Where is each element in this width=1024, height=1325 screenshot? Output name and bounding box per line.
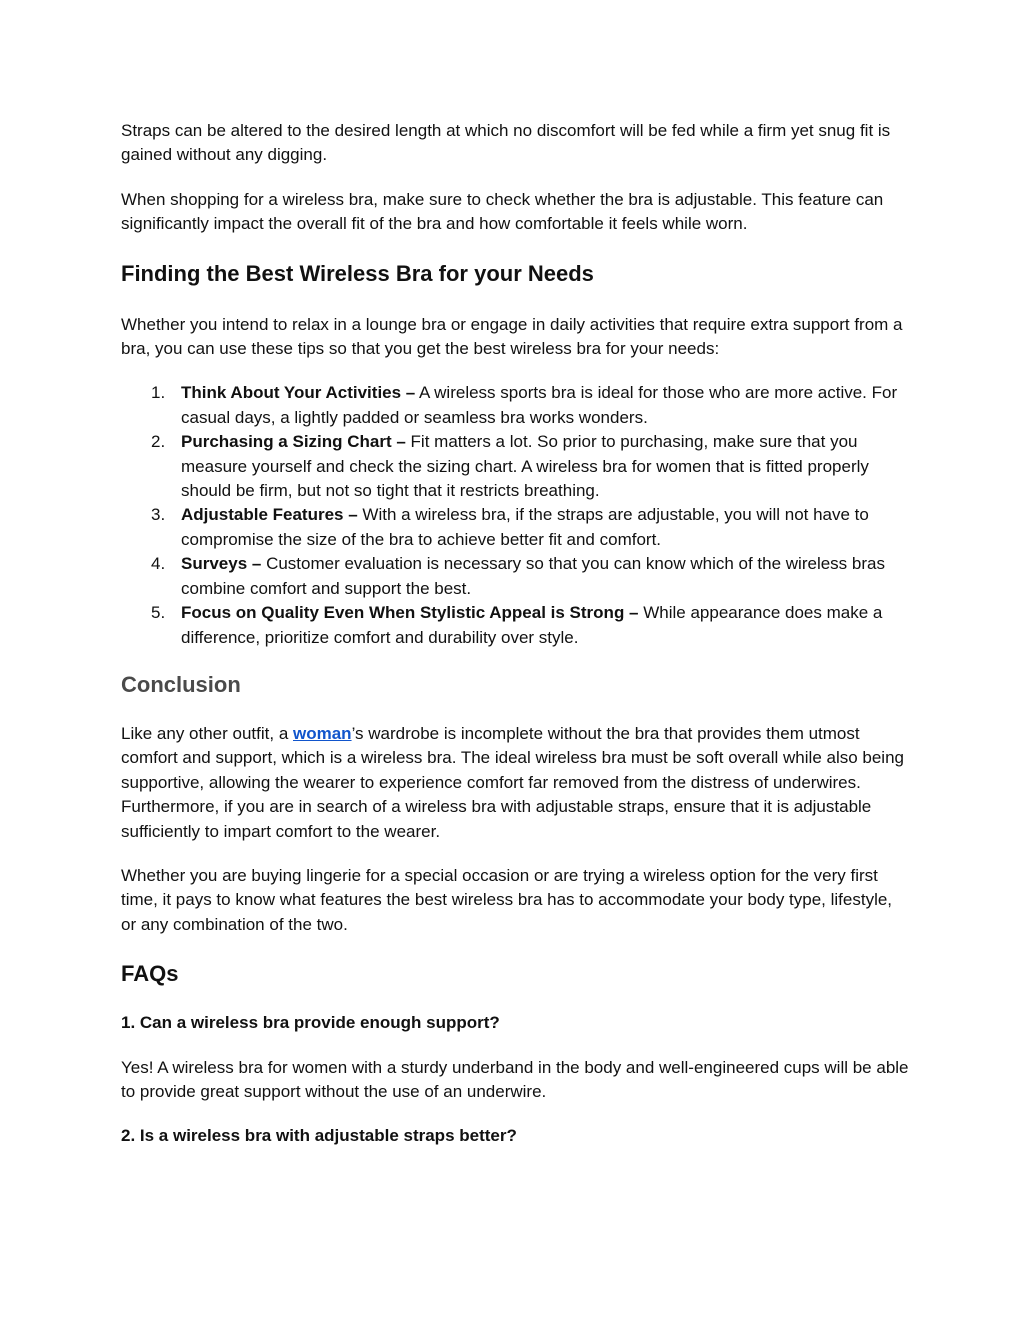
finding-intro-paragraph: Whether you intend to relax in a lounge bra or engage in daily activities that require extra support from a bra, you can use these tips so that you get the best wireless bra for your needs: xyxy=(121,314,903,359)
list-item xyxy=(121,381,911,430)
list-item-text: A wireless sports bra is ideal for those who are more active. For casual days, a lightly padded or seamless bra works wonders. xyxy=(181,383,898,427)
faq-heading: FAQs xyxy=(121,961,179,987)
conclusion-text-after-link: ’s wardrobe is incomplete without the bra that provides them utmost comfort and support, which is a wireless bra. The ideal wireless bra must be soft overall while also being supportive, allowing the wearer to experience comfort far removed from the distress of underwires. Furthermore, if you are in search of a wireless bra with adjustable straps, ensure that it is adjustable sufficiently to impart comfort to the wearer. xyxy=(121,723,904,841)
intro-paragraph-2: When shopping for a wireless bra, make sure to check whether the bra is adjustable. This feature can significantly impact the overall fit of the bra and how comfortable it feels while worn. xyxy=(121,189,884,234)
list-number: 4. xyxy=(151,554,166,574)
woman-link[interactable]: woman xyxy=(293,723,352,743)
document-page xyxy=(121,119,911,1169)
list-number: 1. xyxy=(151,383,166,403)
list-number: 3. xyxy=(151,505,166,525)
faq-question-1: 1. Can a wireless bra provide enough support? xyxy=(121,1013,500,1033)
list-item xyxy=(121,552,911,601)
list-item-title: Purchasing a Sizing Chart – xyxy=(181,432,406,452)
list-number: 5. xyxy=(151,603,166,623)
conclusion-paragraph-1 xyxy=(121,722,911,844)
list-item-text: Fit matters a lot. So prior to purchasing, make sure that you measure yourself and check the sizing chart. A wireless bra for women that is fitted properly should be firm, but not so tight that it restricts breathing. xyxy=(181,432,869,501)
faq-question-2: 2. Is a wireless bra with adjustable straps better? xyxy=(121,1126,517,1146)
list-item-title: Surveys – xyxy=(181,554,262,574)
list-item-title: Adjustable Features – xyxy=(181,505,358,525)
list-number: 2. xyxy=(151,432,166,452)
conclusion-paragraph-2: Whether you are buying lingerie for a special occasion or are trying a wireless option for the very first time, it pays to know what features the best wireless bra has to accommodate your body type, lifestyle, or any combination of the two. xyxy=(121,865,893,934)
list-item xyxy=(121,503,911,552)
tips-list xyxy=(121,381,911,649)
conclusion-heading: Conclusion xyxy=(121,671,241,697)
list-item xyxy=(121,430,911,503)
list-item-title: Think About Your Activities – xyxy=(181,383,416,403)
list-item-text: While appearance does make a difference, prioritize comfort and durability over style. xyxy=(181,603,883,647)
list-item xyxy=(121,601,911,650)
conclusion-text-before-link: Like any other outfit, a xyxy=(121,723,293,743)
faq-answer-1: Yes! A wireless bra for women with a sturdy underband in the body and well-engineered cups will be able to provide great support without the use of an underwire. xyxy=(121,1057,909,1101)
intro-paragraph-1: Straps can be altered to the desired length at which no discomfort will be fed while a firm yet snug fit is gained without any digging. xyxy=(121,121,891,165)
list-item-title: Focus on Quality Even When Stylistic Appeal is Strong – xyxy=(181,603,639,623)
list-item-text: Customer evaluation is necessary so that you can know which of the wireless bras combine comfort and support the best. xyxy=(181,554,885,598)
list-item-text: With a wireless bra, if the straps are adjustable, you will not have to compromise the size of the bra to achieve better fit and comfort. xyxy=(181,505,869,549)
finding-heading: Finding the Best Wireless Bra for your Needs xyxy=(121,260,594,286)
